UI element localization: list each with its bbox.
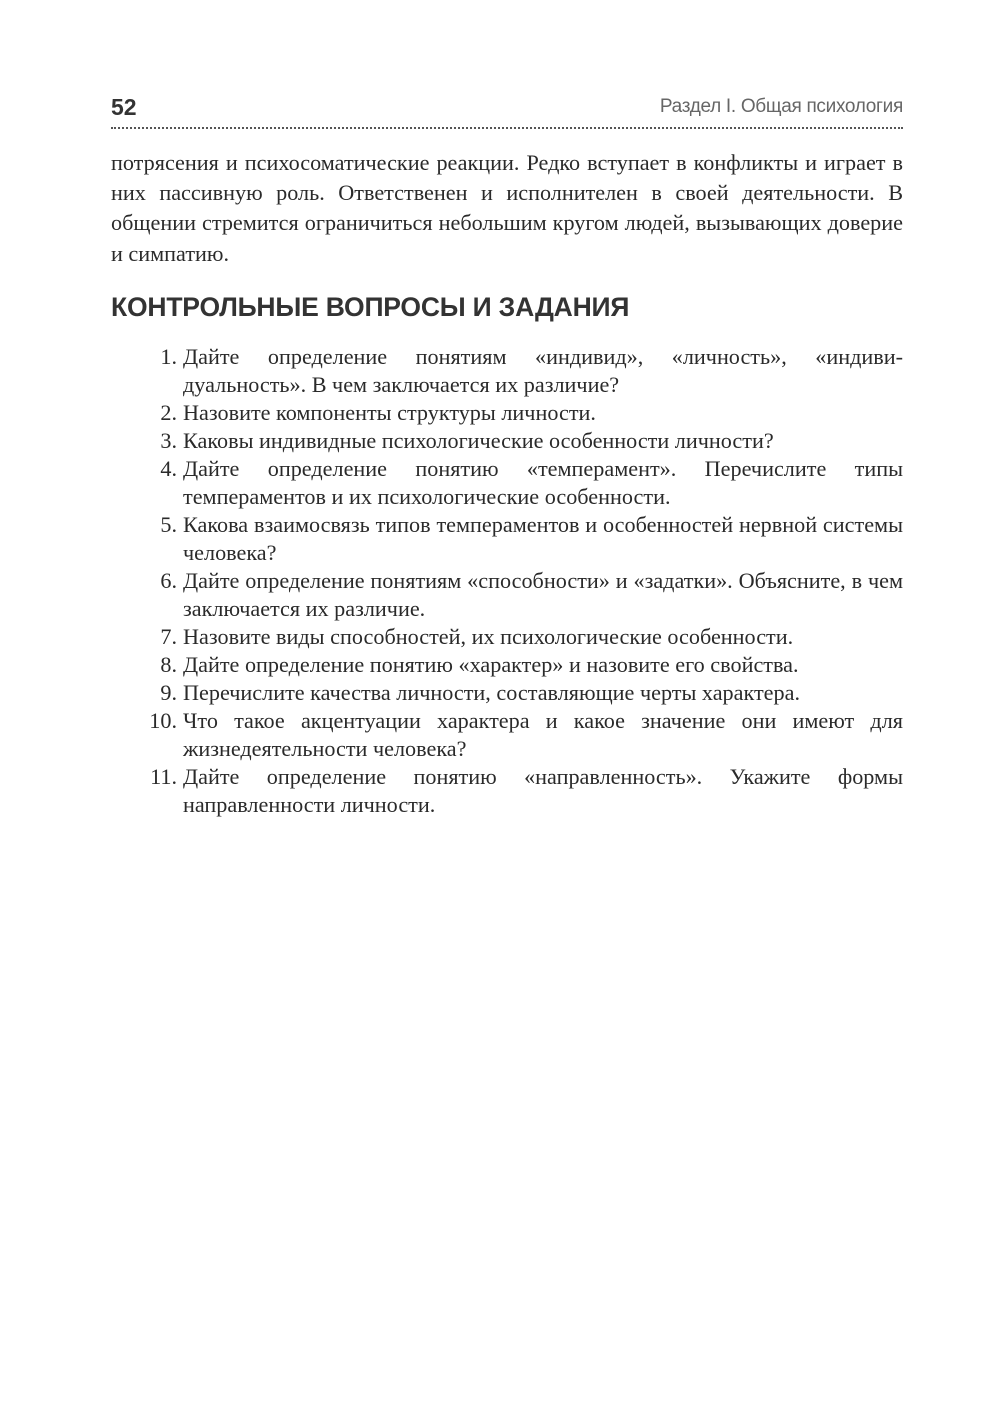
question-item: [111, 679, 903, 707]
question-text: Дайте определение понятию «темперамент». Перечислите типы темпераментов и их психологические особенности.: [183, 456, 903, 509]
question-item: [111, 707, 903, 763]
question-number: 5.: [160, 512, 177, 537]
questions-list: [111, 343, 903, 819]
question-number: 11.: [150, 764, 177, 789]
question-text: Какова взаимосвязь типов темпераментов и особенностей нервной системы человека?: [183, 512, 903, 565]
question-item: [111, 651, 903, 679]
question-item: [111, 455, 903, 511]
question-number: 3.: [160, 428, 177, 453]
section-title: Раздел I. Общая психология: [659, 96, 903, 117]
question-item: [111, 399, 903, 427]
question-text: Каковы индивидные психологические особенности личности?: [183, 428, 774, 453]
question-number: 1.: [160, 344, 177, 369]
question-number: 7.: [160, 624, 177, 649]
question-number: 6.: [160, 568, 177, 593]
question-text: Дайте определение понятиям «индивид», «личность», «индивидуальность». В чем заключается их различие?: [183, 344, 903, 397]
question-text: Дайте определение понятию «направленность». Укажите формы направленности личности.: [183, 764, 903, 817]
question-number: 2.: [160, 400, 177, 425]
question-text: Назовите компоненты структуры личности.: [183, 400, 596, 425]
question-text: Назовите виды способностей, их психологические особенности.: [183, 624, 794, 649]
question-number: 4.: [160, 456, 177, 481]
question-item: [111, 511, 903, 567]
running-header: [111, 91, 903, 129]
question-item: [111, 567, 903, 623]
question-number: 9.: [160, 680, 177, 705]
questions-heading: КОНТРОЛЬНЫЕ ВОПРОСЫ И ЗАДАНИЯ: [111, 292, 630, 322]
question-text: Перечислите качества личности, составляющие черты характера.: [183, 680, 801, 705]
question-number: 10.: [149, 708, 177, 733]
question-item: [111, 343, 903, 399]
page-number: 52: [111, 94, 137, 120]
question-item: [111, 763, 903, 819]
question-number: 8.: [160, 652, 177, 677]
question-text: Дайте определение понятиям «способности» и «задатки». Объясните, в чем заключается их различие.: [183, 568, 903, 621]
question-text: Дайте определение понятию «характер» и назовите его свойства.: [183, 652, 799, 677]
question-item: [111, 427, 903, 455]
question-item: [111, 623, 903, 651]
question-text: Что такое акцентуации характера и какое значение они имеют для жизнедеятельности человека?: [183, 708, 903, 761]
body-paragraph: потрясения и психосоматические реакции. Редко вступает в конфликты и играет в них пассивную роль. Ответственен и исполнителен в своей деятельности. В общении стремится ограничиться небольшим кругом людей, вызывающих доверие и симпатию.: [111, 150, 903, 266]
